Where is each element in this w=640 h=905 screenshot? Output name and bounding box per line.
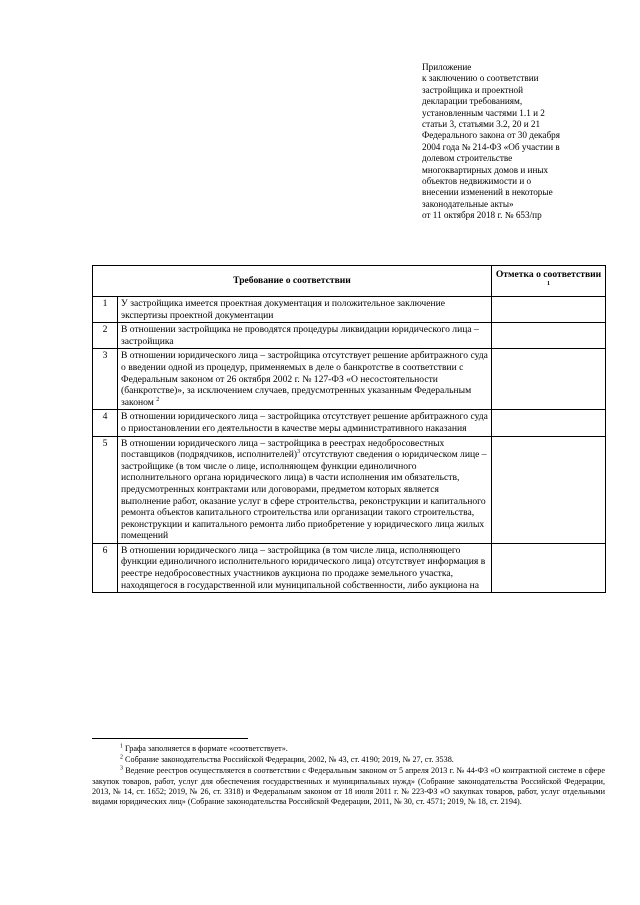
footnote-text: Ведение реестров осуществляется в соответствии с Федеральным законом от 5 апреля 2013 г. № 44-ФЗ «О контрактной системе в сфере закупок товаров, работ, услуг для обеспечения государственных и муниципальных нужд» (Собрание законодательства Российской Федерации, 2013, № 14, ст. 1652; 2019, № 26, ст. 3318) и Федеральным законом от 18 июля 2011 г. № 223-ФЗ «О закупках товаров, работ, услуг отдельными видами юридических лиц» (Собрание законодательства Российской Федерации, 2011, № 30, ст. 4571; 2019, № 18, ст. 2194).: [92, 766, 605, 807]
footnote-text: Собрание законодательства Российской Федерации, 2002, № 43, ст. 4190; 2019, № 27, ст. 3538.: [123, 755, 454, 765]
mark-cell[interactable]: [492, 297, 606, 323]
appendix-line: Федерального закона от 30 декабря: [422, 130, 560, 141]
requirements-table: [92, 265, 606, 593]
appendix-line: статьи 3, статьями 3.2, 20 и 21: [422, 119, 541, 130]
footnote-number: 3: [120, 765, 123, 772]
mark-cell[interactable]: [492, 543, 606, 592]
requirement-text: [118, 436, 492, 543]
appendix-line: долевом строительстве: [422, 153, 513, 164]
appendix-line: многоквартирных домов и иных: [422, 164, 549, 175]
header-mark-label: Отметка о соответствии: [495, 269, 602, 281]
mark-cell[interactable]: [492, 436, 606, 543]
header-requirement: Требование о соответствии: [93, 266, 492, 297]
requirement-text-part: В отношении юридического лица – застройщика в реестрах недобросовестных поставщиков (подрядчиков, исполнителей): [121, 437, 445, 461]
table-row: [93, 323, 606, 349]
table-row: [93, 436, 606, 543]
appendix-line: объектов недвижимости и о: [422, 176, 532, 187]
footnote-ref: 2: [156, 396, 160, 403]
appendix-line: Приложение: [422, 62, 472, 72]
row-number: 4: [93, 410, 118, 436]
appendix-line: декларации требованиям,: [422, 96, 523, 107]
row-number: 3: [93, 349, 118, 410]
footnote: [92, 755, 605, 765]
requirement-text: В отношении застройщика не проводятся процедуры ликвидации юридического лица – застройщика: [118, 323, 492, 349]
appendix-line: застройщика и проектной: [422, 84, 523, 95]
requirement-text: В отношении юридического лица – застройщика (в том числе лица, исполняющего функции единоличного исполнительного юридического лица) отсутствует информация в реестре недобросовестных участников аукциона по продаже земельного участка, находящегося в государственной или муниципальной собственности, либо аукциона на: [118, 543, 492, 592]
requirement-text-part: В отношении юридического лица – застройщика отсутствует решение арбитражного суда о введении одной из процедур, применяемых в деле о банкротстве в соответствии с Федеральным законом от 26 октября 2002 г. № 127-ФЗ «О несостоятельности (банкротстве)», за исключением случаев, предусмотренных указанным Федеральным законом: [121, 350, 488, 408]
row-number: 1: [93, 297, 118, 323]
table-row: [93, 410, 606, 436]
footnote-divider: [92, 738, 248, 739]
requirement-text: У застройщика имеется проектная документация и положительное заключение экспертизы проектной документации: [118, 297, 492, 323]
footnotes: [92, 744, 605, 808]
footnote: [92, 766, 605, 807]
table-row: [93, 349, 606, 410]
requirement-text: [118, 349, 492, 410]
footnote-text: Графа заполняется в формате «соответствует».: [123, 744, 288, 753]
requirement-text: В отношении юридического лица – застройщика отсутствует решение арбитражного суда о приостановлении его деятельности в качестве меры административного наказания: [118, 410, 492, 436]
row-number: 6: [93, 543, 118, 592]
mark-cell[interactable]: [492, 410, 606, 436]
appendix-line: от 11 октября 2018 г. № 653/пр: [422, 210, 542, 221]
footnote-ref: 3: [297, 448, 301, 455]
footnote-number: 2: [120, 754, 123, 761]
mark-cell[interactable]: [492, 323, 606, 349]
table-row: [93, 297, 606, 323]
appendix-line: законодательные акты»: [422, 198, 514, 209]
row-number: 2: [93, 323, 118, 349]
appendix-line: установленным частями 1.1 и 2: [422, 107, 545, 118]
appendix-line: к заключению о соответствии: [422, 73, 539, 84]
footnote: [92, 744, 605, 754]
table-header-row: [93, 266, 606, 297]
footnote-number: 1: [120, 743, 123, 750]
appendix-header: [422, 62, 612, 222]
footnote-ref: 1: [547, 280, 550, 287]
table-row: [93, 543, 606, 592]
requirement-text-part: отсутствуют сведения о юридическом лице – застройщике (в том числе о лице, исполняющем функции единоличного исполнительного органа юридического лица) в части исполнения им обязательств, предусмотренных контрактами или договорами, предметом которых является выполнение работ, оказание услуг в сфере строительства, реконструкции и капитального ремонта объектов капитального строительства или организации такого строительства, реконструкции и капитального ремонта либо приобретение у юридического лица жилых помещений: [121, 449, 487, 542]
mark-cell[interactable]: [492, 349, 606, 410]
row-number: 5: [93, 436, 118, 543]
header-mark: [492, 266, 606, 297]
appendix-line: внесении изменений в некоторые: [422, 187, 553, 198]
appendix-line: 2004 года № 214-ФЗ «Об участии в: [422, 141, 560, 152]
